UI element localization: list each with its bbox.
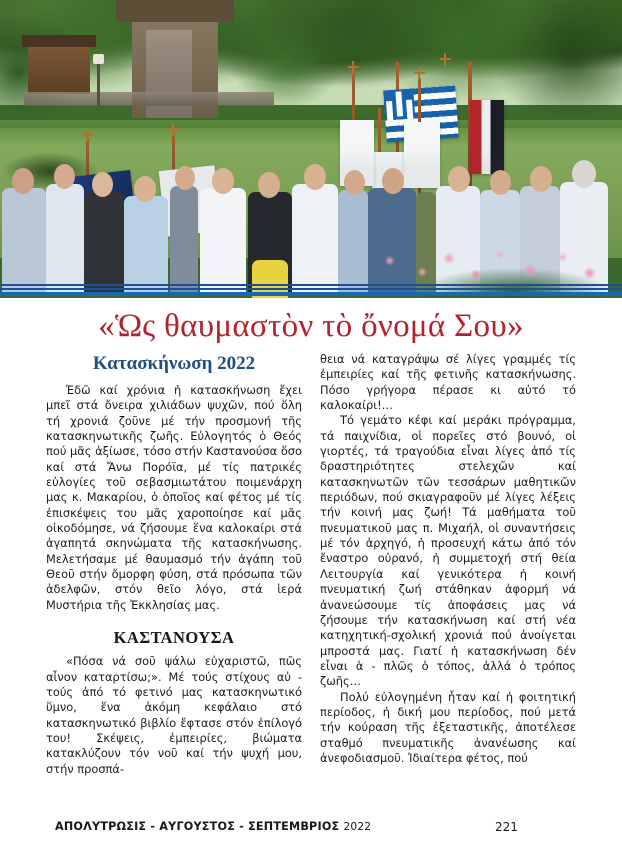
group-photo — [0, 0, 622, 298]
person-torso — [200, 188, 246, 296]
section-heading-katakinosi: Κατασκήνωση 2022 — [92, 353, 256, 374]
cross-finial-greek — [440, 58, 451, 60]
article-title: «Ὡς θαυμαστὸν τὸ ὄνομά Σου» — [98, 308, 524, 344]
left-column — [46, 352, 302, 804]
person-head — [54, 164, 75, 189]
person-head — [175, 166, 195, 190]
paragraph: θεια νά καταγράψω σέ λίγες γραμμές τίς ἐμπειρίες καί τῆς φετινῆς κατασκήνωσης. Πόσο γρήγορα πέρασε κι αὐτό τό καλοκαίρι!… — [320, 352, 576, 413]
person-head — [12, 168, 34, 194]
page-footer — [0, 820, 622, 840]
person-head — [92, 172, 113, 197]
cross-finial-white-4 — [414, 72, 425, 74]
footer-publication-line — [55, 820, 371, 833]
paragraph: Ἐδῶ καί χρόνια ἡ κατασκήνωση ἔχει μπεῖ στά ὄνειρα χιλιάδων ψυχῶν, πού ὅλη τή χρονιά ζοῦνε μέ τήν προσμονή τῆς κατασκηνωτικῆς ζωῆς. Εὐλογητός ὁ Θεός πού μᾶς ἀξίωσε, τόσο στήν Καστανούσα ὅσο καί στά Ἄνω Πορόϊα, μέ τίς πατρικές εὐλογίες τοῦ σεβασμιωτάτου ποιμενάρχη μας κ. Μακαρίου, ὁ ὁποῖος καί φέτος μέ τίς ἐπισκέψεις του μᾶς χαροποίησε καί μᾶς οἰκοδόμησε, νά ζήσουμε ἕνα καλοκαίρι στά ἀγαπητά σκηνώματα τῆς κατασκήνωσης. Μελετήσαμε μέ θαυμασμό τήν ἀγάπη τοῦ Θεοῦ στήν ὄμορφη φύση, στά πρόσωπα τῶν ἀδελφῶν, στόν θεῖο λόγο, στά ἱερά Μυστήρια τῆς Ἐκκλησίας μας. — [46, 383, 302, 612]
person-head — [258, 172, 280, 198]
person-head — [490, 170, 511, 195]
person-torso — [124, 196, 168, 296]
person-head — [134, 176, 156, 202]
person-torso — [46, 184, 84, 296]
page-number: 221 — [495, 820, 518, 834]
camper-crowd — [0, 148, 622, 298]
person-head — [448, 166, 470, 192]
blue-stripe-divider — [0, 284, 622, 298]
person-head — [212, 168, 234, 194]
person-torso — [84, 192, 124, 296]
person-torso — [292, 184, 338, 296]
cross-finial-white-3 — [348, 66, 359, 68]
person-head — [530, 166, 552, 192]
person-head — [304, 164, 326, 190]
paragraph: Πολύ εὐλογημένη ἦταν καί ἡ φοιτητική περίοδος, ἡ δική μου περίοδος, πού μετά τήν κούραση τῆς ἐξεταστικῆς, ἀποτέλεσε σταθμό πνευματικῆς ἀνανέωσης καί ἀνεφοδιασμοῦ. Ἰδιαίτερα φέτος, πού — [320, 689, 576, 765]
person-torso — [2, 188, 46, 296]
wooden-hut — [28, 42, 90, 94]
lamp-post — [97, 62, 100, 106]
cross-finial-white-1 — [168, 128, 179, 130]
footer-publication-text: ΑΠΟΛΥΤΡΩΣΙΣ - ΑΥΓΟΥΣΤΟΣ - ΣΕΠΤΕΜΒΡΙΟΣ — [55, 820, 344, 833]
person-torso — [170, 186, 198, 296]
paragraph: Τό γεμάτο κέφι καί μεράκι πρόγραμμα, τά παιχνίδια, οἱ πορεῖες στό βουνό, οἱ γιορτές, τά τραγούδια εἶναι λίγες ἀπό τίς δραστηριότητες στελεχῶν καί κατασκηνωτῶν τῶν τεσσάρων μαθητικῶν περιόδων, πού σκιαγραφοῦν μέ λίγες λέξεις τήν κοινή μας ζωή! Τά μαθήματα τοῦ πνευματικοῦ μας π. Μιχαήλ, οἱ συναντήσεις μέ τόν ἀρχηγό, ἡ προσευχή κάτω ἀπό τόν ἔναστρο οὐρανό, ἡ συμμετοχή στή θεία Λειτουργία καί γενικότερα ἡ κοινή πνευματική ζωή στάθηκαν ἀφορμή νά ἀνανεώσουμε τίς ἀποφάσεις μας νά ζήσουμε τήν κατασκήνωση καί στή νέα κατηχητική-σχολική χρονιά πού ἀνοίγεται μπροστά μας. Γιατί ἡ κατασκήνωση δέν εἶναι ἁ - πλῶς ὁ τόπος, ἀλλά ὁ τρόπος ζωῆς… — [320, 413, 576, 689]
photo-canvas — [0, 0, 622, 298]
person-head — [382, 168, 404, 194]
article-body — [46, 352, 576, 804]
paragraph: «Πόσα νά σοῦ ψάλω εὐχαριστῶ, πῶς αἶνον καταρτίσω;». Μέ τούς στίχους αὐ - τούς ἀπό τό φετινό μας κατασκηνωτικό ὕμνο, ἕνα ἀκόμη κεφάλαιο στό κατασκηνωτικό βιβλίο ἔφτασε στόν ἐπίλογό του! Σκέψεις, ἐμπειρίες, βιώματα κατακλύζουν τόν νοῦ καί τήν ψυχή μου, στήν προσπά- — [46, 654, 302, 776]
footer-year: 2022 — [343, 821, 372, 833]
stone-wall — [24, 92, 274, 106]
cross-finial-navy — [82, 134, 93, 136]
section-heading-kastanousa: ΚΑΣΤΑΝΟΥΣΑ — [113, 628, 235, 648]
person-head — [572, 160, 596, 188]
right-column — [320, 352, 576, 804]
person-head — [344, 170, 365, 195]
